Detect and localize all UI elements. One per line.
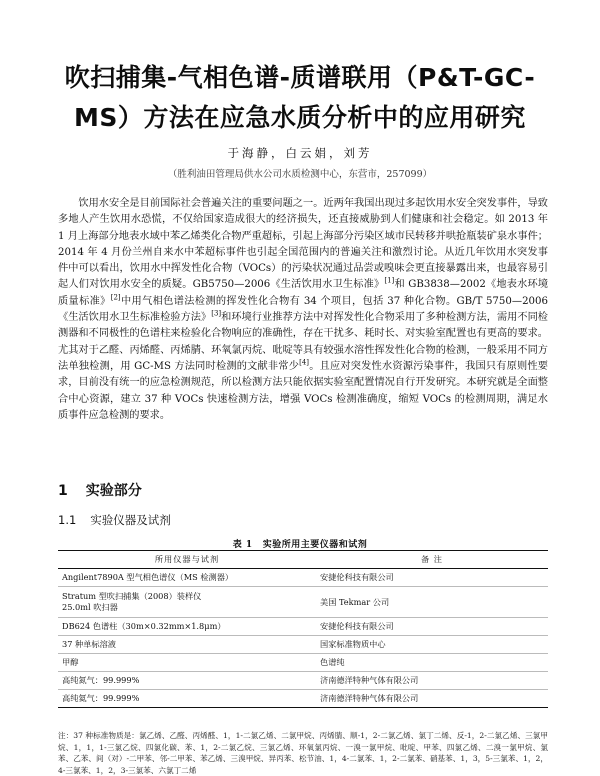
- intro-text-4: 和环境行业推荐方法中对挥发性化合物采用了多种检测方法，需用不同检测器和不同极性的色谱柱来检验化合物响应的准确性，存在干扰多、耗时长、对实验室配置也有更高的要求。尤其对于乙醛、丙烯醛、丙烯腈、环氧氯丙烷、吡啶等具有较强水溶性挥发性化合物的检测，一般采用不同方法单独检测，用 GC-MS 方法同时检测的文献非常少: [58, 312, 548, 372]
- subsection-heading-instruments: [58, 512, 171, 528]
- author-affiliation: （胜利油田管理局供水公司水质检测中心，东营市，257099）: [167, 169, 433, 180]
- citation-1[interactable]: [1]: [384, 277, 395, 286]
- citation-4[interactable]: [4]: [299, 358, 310, 367]
- introduction-body: [58, 196, 548, 424]
- table-row: [58, 587, 548, 618]
- table-row: [58, 569, 548, 587]
- cell-remark: 国家标准物质中心: [316, 636, 548, 654]
- table-row: [58, 654, 548, 672]
- cell-instrument-line: Stratum 型吹扫捕集（2008）装样仪: [62, 591, 202, 601]
- table-row: [58, 636, 548, 654]
- cell-instrument: DB624 色谱柱（30m×0.32mm×1.8μm）: [58, 618, 316, 636]
- subsection-number: 1.1: [58, 513, 77, 527]
- table-row: [58, 618, 548, 636]
- table-row: [58, 690, 548, 708]
- intro-text-3: 中用气相色谱法检测的挥发性化合物有 34 个项目，包括 37 种化合物。GB/T 5750—2006《生活饮用水卫生标准检验方法》: [58, 295, 548, 324]
- title-line-1: 吹扫捕集-气相色谱-质谱联用（P&T-GC-: [64, 63, 536, 92]
- cell-instrument-line: 25.0ml 吹扫器: [62, 602, 118, 612]
- citation-3[interactable]: [3]: [211, 309, 222, 318]
- table-footnote: 注：37 种标准物质是：氯乙烯、乙醛、丙烯醛、1，1-二氯乙烯、二氯甲烷、丙烯腈、顺-1，2-二氯乙烯、氯丁二烯、反-1，2-二氯乙烯、三氯甲烷、1，1，1-三氯乙烷、四氯化碳、苯、1，2-二氯乙烷、三氯乙烯、环氧氯丙烷、一溴一氯甲烷、吡啶、甲苯、四氯乙烯、二溴一氯甲烷、氯苯、乙苯、间（对）-二甲苯、邻-二甲苯、苯乙烯、三溴甲烷、异丙苯、松节油、1，4-二氯苯、1，2-二氯苯、硝基苯、1，3，5-三氯苯、1，2，4-三氯苯、1，2，3-三氯苯、六氯丁二烯: [58, 731, 548, 775]
- cell-remark: 色谱纯: [316, 654, 548, 672]
- cell-remark: 济南德洋特种气体有限公司: [316, 672, 548, 690]
- introduction-paragraph: [58, 196, 548, 424]
- cell-instrument: 高纯氦气：99.999%: [58, 690, 316, 708]
- cell-instrument: [58, 587, 316, 618]
- cell-instrument: 37 种单标溶液: [58, 636, 316, 654]
- table-number: 表 1: [232, 540, 253, 550]
- header-remark: 备 注: [316, 551, 548, 569]
- table-caption: [0, 537, 600, 550]
- citation-2[interactable]: [2]: [110, 293, 121, 302]
- cell-instrument: 高纯氮气：99.999%: [58, 672, 316, 690]
- instruments-table: [58, 550, 548, 708]
- title-line-2: MS）方法在应急水质分析中的应用研究: [74, 103, 526, 132]
- intro-text-5: 。且应对突发性水资源污染事件，我国只有原则性要求，目前没有统一的应急检测规范，所以检测方法只能依据实验室配置情况自行开发研究。本研究就是全面整合中心资源，建立 37 种 VOCs 快速检测方法，增强 VOCs 检测准确度，缩短 VOCs 的检测周期，满足水质事件应急检测的要求。: [58, 360, 548, 421]
- table-row: [58, 672, 548, 690]
- cell-remark: 济南德洋特种气体有限公司: [316, 690, 548, 708]
- intro-text-2: 和 GB3838—2002《地表水环境质量标准》: [58, 279, 549, 307]
- section-title: 实验部分: [85, 483, 142, 499]
- author-list: 于海静，白云娟，刘芳: [227, 146, 373, 160]
- header-instrument: 所用仪器与试剂: [58, 551, 316, 569]
- cell-remark: 安捷伦科技有限公司: [316, 569, 548, 587]
- section-number: 1: [58, 483, 68, 499]
- intro-text-1: 饮用水安全是目前国际社会普遍关注的重要问题之一。近两年我国出现过多起饮用水安全突发事件，导致多地人产生饮用水恐慌，不仅给国家造成很大的经济损失，还直接威胁到人们健康和社会稳定。如 2013 年 1 月上海部分地表水域中苯乙烯类化合物严重超标，引起上海部分污染区域市民转移并哄抢瓶装矿泉水事件；2014 年 4 月份兰州自来水中苯超标事件也引起全国范围内的普遍关注和激烈讨论。从近几年饮用水突发事件中可以看出，饮用水中挥发性化合物（VOCs）的污染状况通过品尝或嗅味会更直接暴露出来，也最容易引起人们对饮用水安全的质疑。GB5750—2006《生活饮用水卫生标准》: [58, 198, 548, 291]
- section-heading-experimental: [58, 480, 142, 500]
- paper-title: [40, 58, 560, 138]
- cell-instrument: Angilent7890A 型气相色谱仪（MS 检测器）: [58, 569, 316, 587]
- cell-remark: 美国 Tekmar 公司: [316, 587, 548, 618]
- cell-instrument: 甲醇: [58, 654, 316, 672]
- table-header-row: [58, 551, 548, 569]
- cell-remark: 安捷伦科技有限公司: [316, 618, 548, 636]
- subsection-title: 实验仪器及试剂: [90, 513, 171, 527]
- table-caption-text: 实验所用主要仪器和试剂: [262, 540, 368, 550]
